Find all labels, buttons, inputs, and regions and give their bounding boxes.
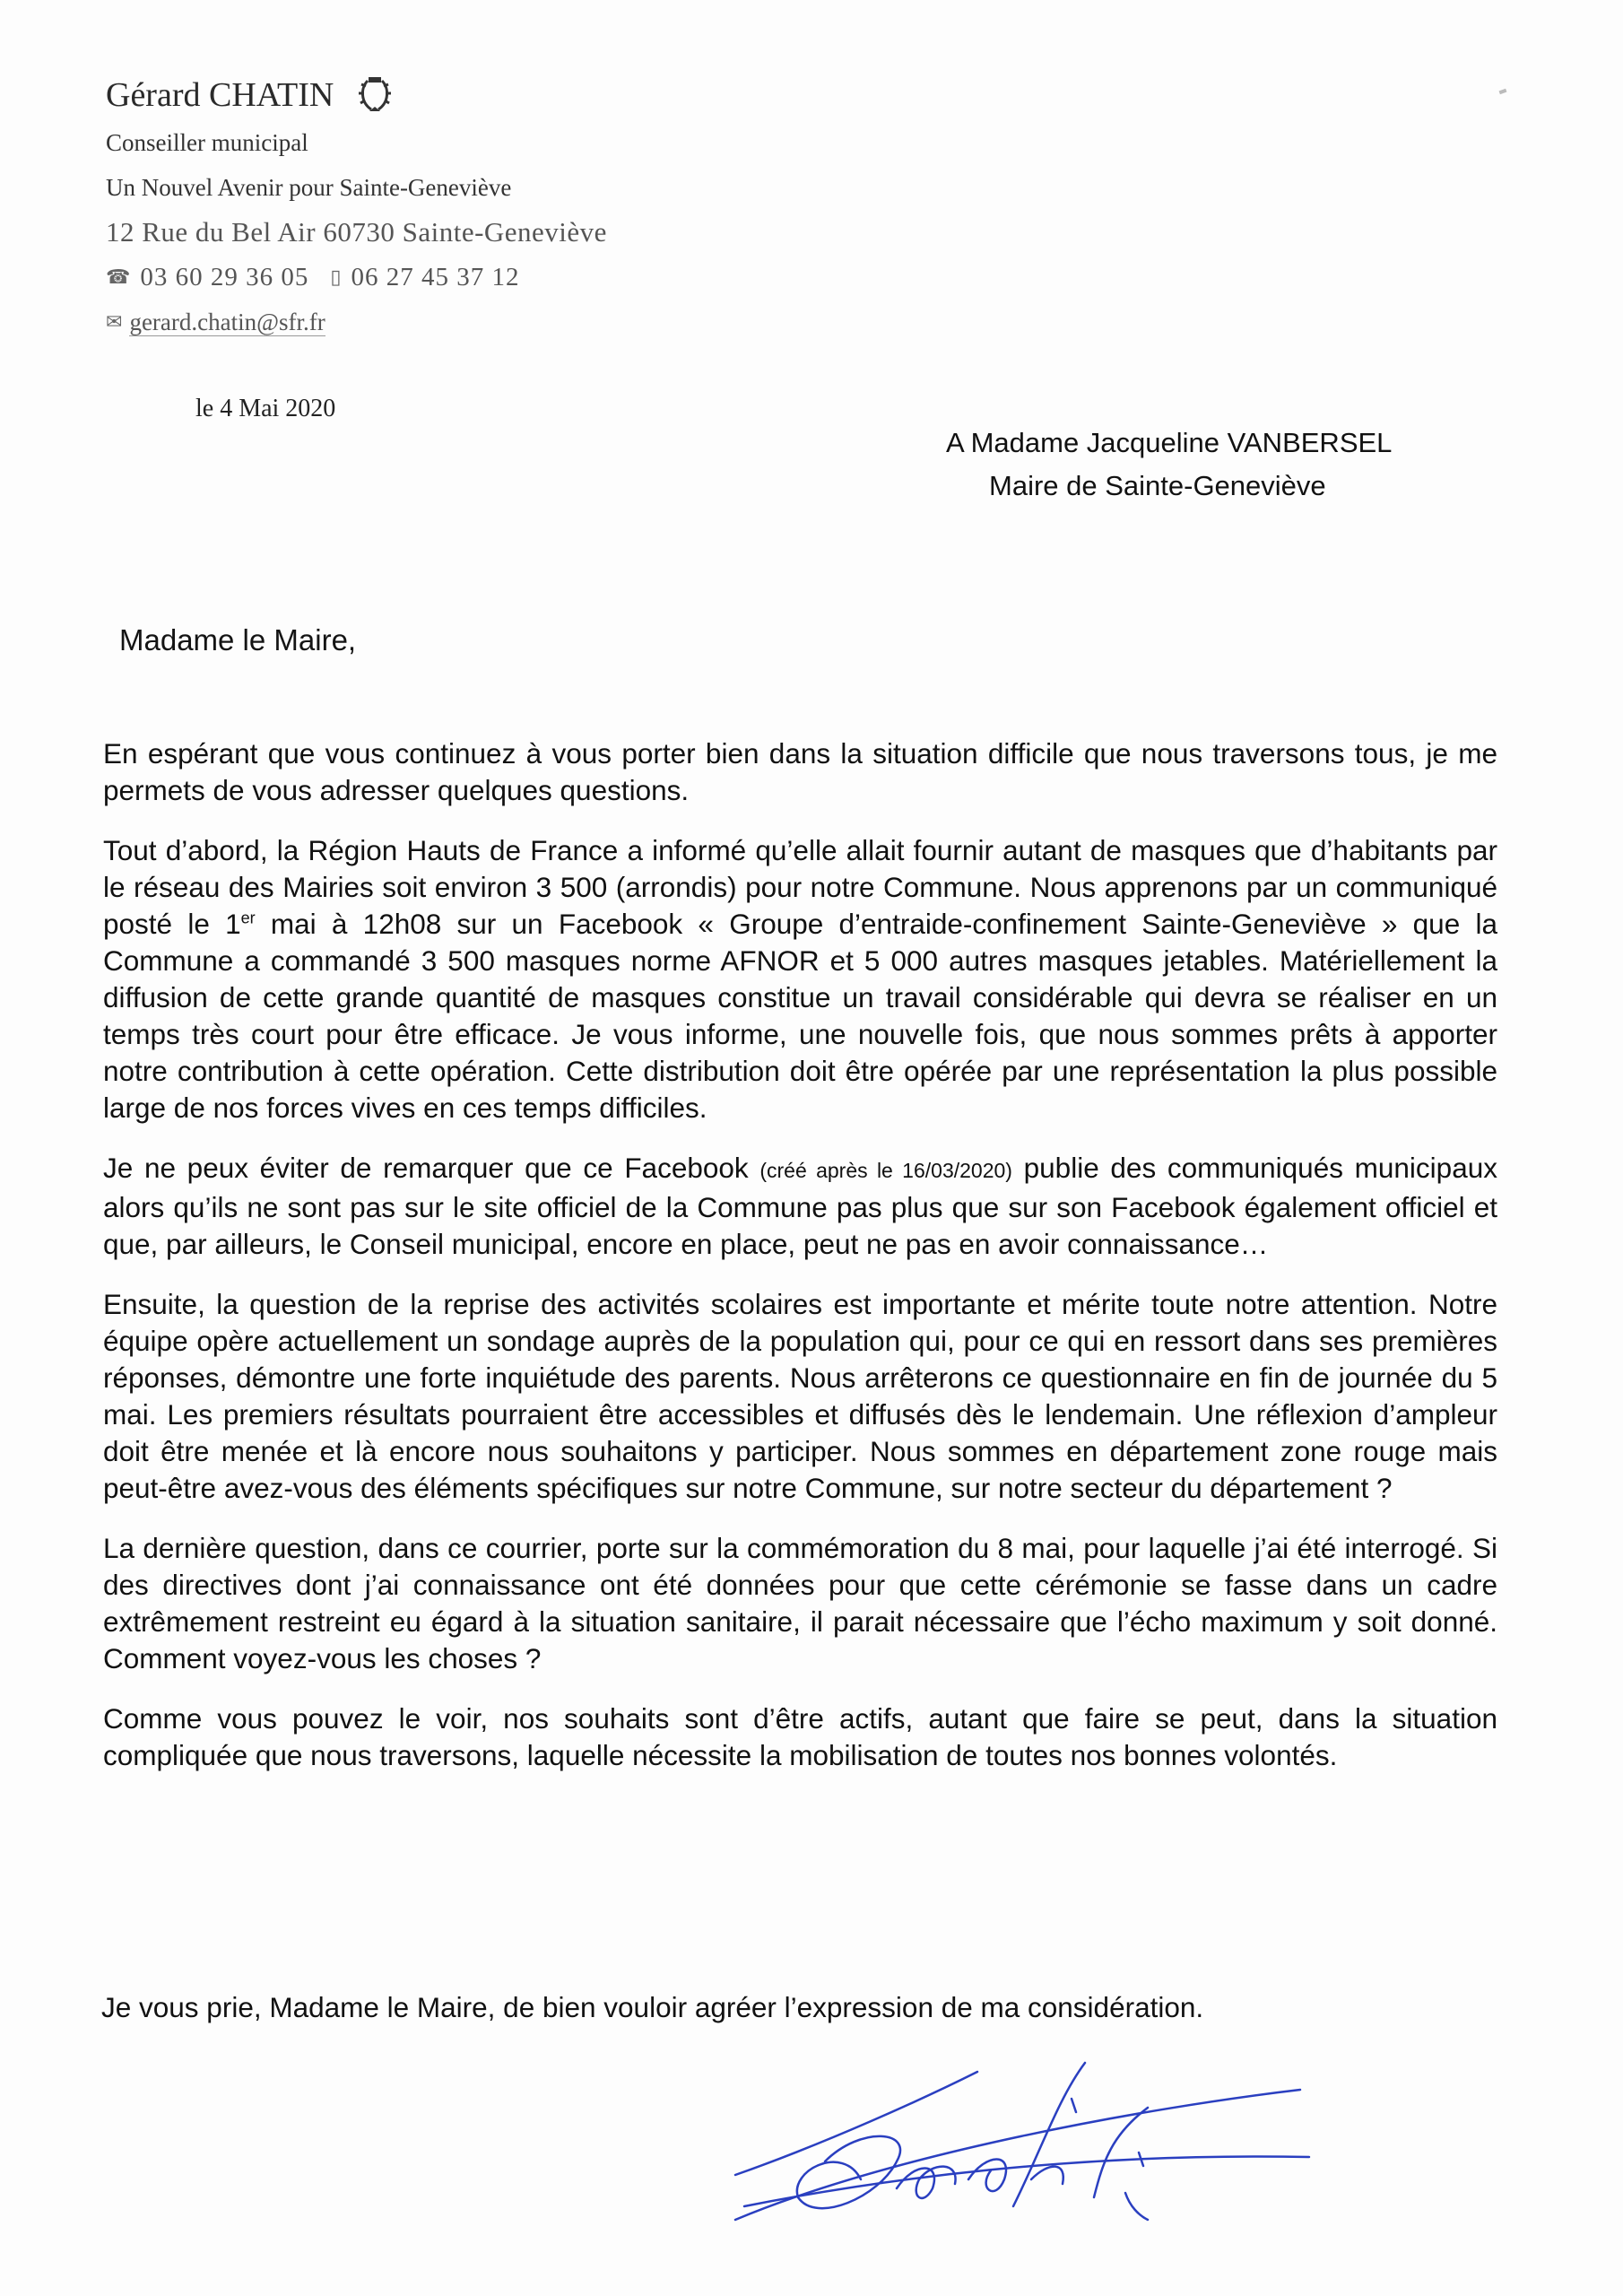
letterhead bbox=[106, 70, 607, 344]
handwritten-signature-icon bbox=[717, 2045, 1363, 2242]
scan-speck bbox=[1499, 89, 1507, 94]
sender-address: 12 Rue du Bel Air 60730 Sainte-Geneviève bbox=[106, 216, 607, 248]
paragraph-facebook: Je ne peux éviter de remarquer que ce Facebook (créé après le 16/03/2020) publie des communiqués municipaux alors qu’ils ne sont pas sur le site officiel de la Commune pas plus que sur son Facebook également officiel et que, par ailleurs, le Conseil municipal, encore en place, peut ne pas en avoir connaissance… bbox=[103, 1152, 1497, 1260]
paragraph-conclusion: Comme vous pouvez le voir, nos souhaits sont d’être actifs, autant que faire se peut, dans la situation compliquée que nous traversons, laquelle nécessite la mobilisation de toutes nos bonnes volontés. bbox=[103, 1702, 1497, 1771]
paragraph-masks: Tout d’abord, la Région Hauts de France a informé qu’elle allait fournir autant de masques que d’habitants par le réseau des Mairies soit environ 3 500 (arrondis) pour notre Commune. Nous apprenons par un communiqué posté le 1er mai à 12h08 sur un Facebook « Groupe d’entraide-confinement Sainte-Geneviève » que la Commune a commandé 3 500 masques norme AFNOR et 5 000 autres masques jetables. Matériellement la diffusion de cette grande quantité de masques constitue un travail considérable qui devra se réaliser en un temps très court pour être efficace. Je vous informe, une nouvelle fois, que nous sommes prêts à apporter notre contribution à cette opération. Cette distribution doit être opérée par une représentation la plus possible large de nos forces vives en ces temps difficiles. bbox=[103, 834, 1497, 1124]
recipient-title: Maire de Sainte-Geneviève bbox=[989, 470, 1326, 501]
sender-name: Gérard CHATIN bbox=[106, 76, 334, 114]
paragraph-intro: En espérant que vous continuez à vous porter bien dans la situation difficile que nous traversons tous, je me permets de vous adresser quelques questions. bbox=[103, 737, 1497, 806]
paragraph-schools: Ensuite, la question de la reprise des activités scolaires est importante et mérite toute notre attention. Notre équipe opère actuellement un sondage auprès de la population qui, pour ce qui en ressort dans ses premières réponses, démontre une forte inquiétude des parents. Nous arrêterons ce questionnaire en fin de journée du 5 mai. Les premiers résultats pourraient être accessibles et diffusés dès le lendemain. Une réflexion d’ampleur doit être menée et là encore nous souhaitons y participer. Nous sommes en département zone rouge mais peut-être avez-vous des éléments spécifiques sur notre Commune, sur notre secteur du département ? bbox=[103, 1288, 1497, 1504]
sender-mobile: 06 27 45 37 12 bbox=[351, 263, 520, 291]
sender-title: Conseiller municipal bbox=[106, 129, 308, 156]
sender-phone: 03 60 29 36 05 bbox=[140, 263, 309, 291]
recipient-block bbox=[946, 422, 1392, 508]
sender-group: Un Nouvel Avenir pour Sainte-Geneviève bbox=[106, 174, 512, 201]
recipient-name: A Madame Jacqueline VANBERSEL bbox=[946, 427, 1393, 458]
mobile-phone-icon: ▯ bbox=[330, 265, 343, 288]
email-icon: ✉ bbox=[106, 310, 123, 333]
sender-email[interactable]: gerard.chatin@sfr.fr bbox=[129, 308, 325, 335]
laurel-wreath-icon bbox=[357, 75, 393, 115]
sender-name-row bbox=[106, 70, 607, 120]
phone-icon: ☎ bbox=[106, 265, 132, 288]
paragraph-commemoration: La dernière question, dans ce courrier, porte sur la commémoration du 8 mai, pour laquelle j’ai été interrogé. Si des directives dont j’ai connaissance ont été données pour que cette cérémonie se fasse dans un cadre extrêmement restreint eu égard à la situation sanitaire, il parait nécessaire que l’écho maximum y soit donné. Comment voyez-vous les choses ? bbox=[103, 1532, 1497, 1674]
letter-date: le 4 Mai 2020 bbox=[195, 395, 336, 422]
salutation: Madame le Maire, bbox=[119, 623, 357, 657]
sender-phones bbox=[106, 255, 607, 300]
letter-body bbox=[103, 735, 1497, 1797]
closing-formula: Je vous prie, Madame le Maire, de bien vouloir agréer l’expression de ma considération. bbox=[101, 1991, 1204, 2023]
sender-email-row bbox=[106, 300, 607, 344]
